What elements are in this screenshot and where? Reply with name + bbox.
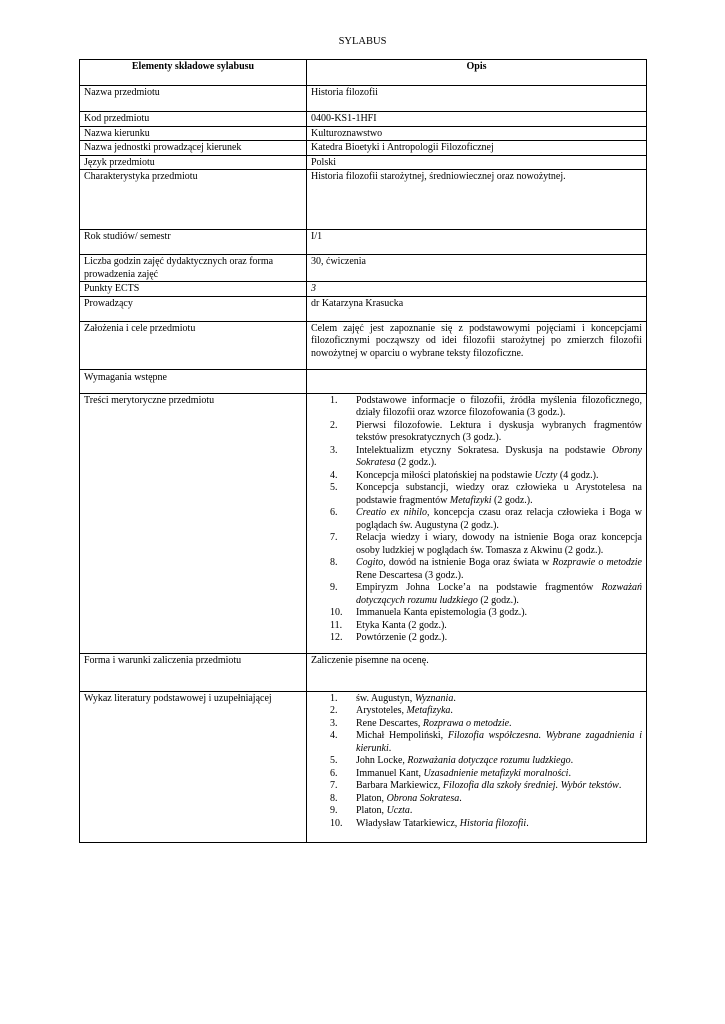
list-item-text: . (459, 792, 462, 804)
list-item-italic-text: Obrony Sokratesa (356, 444, 642, 468)
list-item-text: Platon, (356, 805, 387, 816)
list-item-number: 9. (330, 582, 338, 593)
row-content (80, 393, 647, 653)
list-item-text: Powtórzenie (2 godz.). (356, 632, 448, 643)
row-value: 30, ćwiczenia (307, 255, 647, 282)
header-description: Opis (307, 60, 647, 86)
list-item-text: . (509, 717, 512, 729)
list-item-text: Rene Descartesa (3 godz.). (356, 569, 464, 581)
list-item-italic-text: Cogito (356, 557, 384, 568)
document-title: SYLABUS (338, 36, 387, 47)
list-item (311, 482, 642, 507)
list-item-text: Etyka Kanta (2 godz.). (356, 619, 447, 631)
list-item (311, 582, 642, 607)
list-item (311, 532, 642, 557)
list-item (311, 470, 642, 483)
list-item-number: 3. (330, 444, 338, 456)
list-item (311, 395, 642, 420)
row-assessment (80, 653, 647, 691)
list-item-text: Platon, (356, 792, 387, 804)
list-item-text: . (409, 805, 413, 816)
list-item-number: 8. (330, 792, 338, 804)
row-course-code (80, 112, 647, 127)
list-item-italic-text: Uzasadnienie metafizyki moralności (423, 767, 569, 779)
list-item-italic-text: Filozofia współczesna. Wybrane zagadnienia i kierunki (356, 730, 642, 754)
row-value: Polski (307, 155, 647, 170)
row-value: 0400-KS1-1HFI (307, 112, 647, 127)
list-item-text: Arystoteles, (356, 705, 407, 716)
list-item-text: . (388, 742, 392, 754)
list-item-text: (4 godz.). (557, 469, 599, 481)
row-label: Nazwa kierunku (80, 126, 307, 141)
list-item-text: Pierwsi filozofowie. Lektura i dyskusja wybranych fragmentów tekstów presokratycznych (3 godz.). (356, 419, 642, 443)
row-value: Historia filozofii (307, 86, 647, 112)
list-item-text: , koncepcja czasu oraz relacja człowieka i Boga w poglądach św. Augustyna (2 godz.). (356, 507, 642, 531)
row-field-name (80, 126, 647, 141)
row-value: Kulturoznawstwo (307, 126, 647, 141)
header-elements: Elementy składowe sylabusu (80, 60, 307, 86)
list-item-number: 4. (330, 469, 338, 481)
row-course-name (80, 86, 647, 112)
content-topics-list (311, 395, 642, 645)
syllabus-table (79, 59, 647, 843)
row-goals (80, 321, 647, 369)
row-label: Prowadzący (80, 296, 307, 321)
row-ects (80, 282, 647, 297)
list-item-text: (2 godz.). (477, 594, 519, 606)
row-label: Forma i warunki zaliczenia przedmiotu (80, 653, 307, 691)
list-item-number: 5. (330, 755, 338, 766)
list-item-number: 9. (330, 805, 338, 816)
list-item-italic-text: Uczta (386, 805, 410, 816)
list-item (311, 730, 642, 755)
row-value: Celem zajęć jest zapoznanie się z podstawowymi pojęciami i koncepcjami filozoficznymi począwszy od idei filozofii starożytnej po zmierzch filozofii nowożytnej w oparciu o wybrane teksty filozoficzne. (307, 321, 647, 369)
row-label: Rok studiów/ semestr (80, 230, 307, 255)
list-item (311, 768, 642, 781)
list-item-text: . (618, 780, 622, 791)
list-item (311, 705, 642, 718)
row-label: Wymagania wstępne (80, 369, 307, 393)
list-item (311, 755, 642, 768)
list-item-number: 4. (330, 730, 338, 741)
list-item-italic-text: Obrona Sokratesa (386, 792, 460, 804)
list-item-number: 6. (330, 767, 338, 779)
list-item-number: 1. (330, 692, 338, 704)
list-item (311, 420, 642, 445)
row-label: Treści merytoryczne przedmiotu (80, 393, 307, 653)
row-value: 3 (307, 282, 647, 297)
list-item (311, 780, 642, 793)
list-item-italic-text: Filozofia dla szkoły średniej. Wybór tekstów (442, 780, 619, 791)
list-item (311, 693, 642, 706)
list-item-italic-text: Metafizyki (449, 494, 492, 506)
list-item-number: 2. (330, 419, 338, 431)
list-item-number: 12. (330, 632, 343, 643)
list-item-italic-text: Wyznania (414, 692, 454, 704)
row-label: Punkty ECTS (80, 282, 307, 297)
list-item-number: 7. (330, 532, 338, 543)
list-item-text: . (453, 692, 456, 704)
list-item (311, 620, 642, 633)
list-item-text: Barbara Markiewicz, (356, 780, 443, 791)
list-item-italic-text: Rozważania dotyczące rozumu ludzkiego (407, 755, 571, 766)
list-item-text: . (568, 767, 571, 779)
row-value: Katedra Bioetyki i Antropologii Filozoficznej (307, 141, 647, 156)
row-label: Liczba godzin zajęć dydaktycznych oraz forma prowadzenia zajęć (80, 255, 307, 282)
list-item (311, 507, 642, 532)
row-characteristics (80, 170, 647, 230)
row-value (307, 369, 647, 393)
list-item-italic-text: Historia filozofii (459, 817, 527, 829)
row-value: I/1 (307, 230, 647, 255)
list-item-text: . (526, 817, 529, 829)
row-lecturer (80, 296, 647, 321)
list-item-text: . (450, 705, 453, 716)
list-item-text: Koncepcja miłości platońskiej na podstawie (356, 469, 535, 481)
row-language (80, 155, 647, 170)
row-value: Zaliczenie pisemne na ocenę. (307, 653, 647, 691)
list-item-text: Intelektualizm etyczny Sokratesa. Dyskusja na podstawie (356, 444, 612, 456)
list-item-text: Relacja wiedzy i wiary, dowody na istnienie Boga oraz koncepcja osoby ludzkiej w poglądach św. Tomasza z Akwinu (2 godz.). (356, 532, 642, 556)
list-item-italic-text: Rozprawie o metodzie (552, 557, 642, 568)
row-year-semester (80, 230, 647, 255)
row-label: Nazwa przedmiotu (80, 86, 307, 112)
list-item-text: Koncepcja substancji, wiedzy oraz człowieka u Arystotelesa na podstawie fragmentów (356, 482, 642, 506)
list-item-number: 7. (330, 780, 338, 791)
list-item-text: św. Augustyn, (356, 692, 415, 704)
list-item-text: (2 godz.). (491, 494, 533, 506)
list-item-number: 2. (330, 705, 338, 716)
list-item-italic-text: Uczty (534, 469, 558, 481)
list-item-number: 6. (330, 507, 338, 518)
list-item-text: Empiryzm Johna Locke’a na podstawie fragmentów (356, 582, 602, 593)
list-item (311, 718, 642, 731)
row-label: Wykaz literatury podstawowej i uzupełniającej (80, 691, 307, 843)
list-item-number: 3. (330, 717, 338, 729)
row-value (307, 691, 647, 843)
row-hours (80, 255, 647, 282)
list-item-text: Władysław Tatarkiewicz, (356, 817, 460, 829)
list-item-text: John Locke, (356, 755, 408, 766)
list-item-number: 11. (330, 619, 343, 631)
list-item-text: Podstawowe informacje o filozofii, źródła myślenia filozoficznego, działy filozofii oraz wzorce filozofowania (3 godz.). (356, 394, 642, 418)
list-item-text: Immanuel Kant, (356, 767, 424, 779)
list-item-number: 8. (330, 557, 338, 568)
list-item-text: . (570, 755, 574, 766)
row-label: Charakterystyka przedmiotu (80, 170, 307, 230)
list-item (311, 793, 642, 806)
list-item (311, 445, 642, 470)
row-unit (80, 141, 647, 156)
list-item (311, 607, 642, 620)
list-item-text: Rene Descartes, (356, 717, 423, 729)
list-item-number: 5. (330, 482, 338, 493)
literature-list (311, 693, 642, 831)
row-literature (80, 691, 647, 843)
list-item-italic-text: Creatio ex nihilo (356, 507, 427, 518)
row-value: dr Katarzyna Krasucka (307, 296, 647, 321)
row-value: Historia filozofii starożytnej, średniowiecznej oraz nowożytnej. (307, 170, 647, 230)
list-item (311, 557, 642, 582)
list-item (311, 632, 642, 645)
list-item-text: Michał Hempoliński, (356, 730, 448, 741)
list-item-number: 10. (330, 607, 343, 618)
list-item-number: 1. (330, 394, 338, 406)
row-value (307, 393, 647, 653)
row-label: Kod przedmiotu (80, 112, 307, 127)
list-item-text: Immanuela Kanta epistemologia (3 godz.). (356, 607, 528, 618)
row-label: Założenia i cele przedmiotu (80, 321, 307, 369)
row-label: Język przedmiotu (80, 155, 307, 170)
list-item-italic-text: Rozprawa o metodzie (422, 717, 510, 729)
list-item-italic-text: Rozważań dotyczących rozumu ludzkiego (356, 582, 642, 606)
list-item-number: 10. (330, 817, 343, 829)
list-item-text: , dowód na istnienie Boga oraz świata w (383, 557, 553, 568)
list-item (311, 805, 642, 818)
row-requirements (80, 369, 647, 393)
list-item (311, 818, 642, 831)
list-item-italic-text: Metafizyka (406, 705, 451, 716)
row-label: Nazwa jednostki prowadzącej kierunek (80, 141, 307, 156)
table-header-row (80, 60, 647, 86)
list-item-text: (2 godz.). (395, 457, 437, 468)
